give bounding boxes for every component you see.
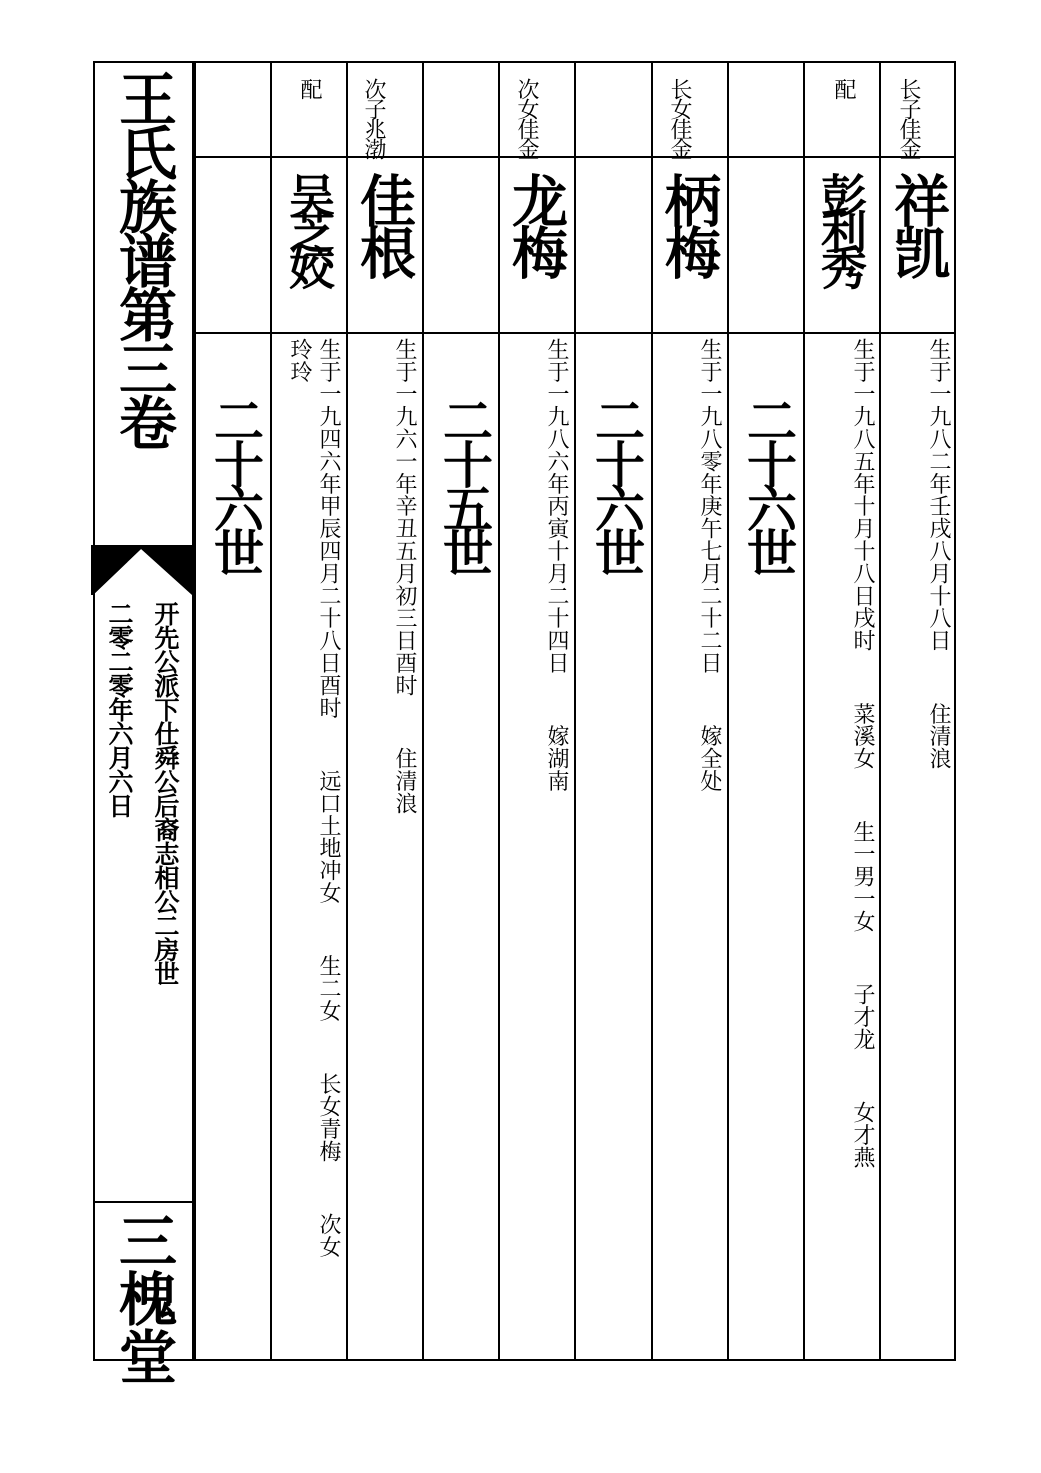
- side-title-block: [93, 61, 194, 1385]
- column-3: [727, 61, 804, 1361]
- column-7: [422, 61, 499, 1361]
- person-detail-continued: 玲玲: [287, 338, 312, 383]
- person-detail: 生于一九六一年辛丑五月初三日酉时 住清浪: [392, 338, 417, 815]
- name-rule: [194, 332, 956, 334]
- person-detail: 生于一九八五年十月十八日戌时 菜溪女 生一男一女 子才龙 女才燕: [850, 338, 875, 1169]
- column-10: [194, 61, 271, 1361]
- column-5: [574, 61, 652, 1361]
- relation-label: 长女佳金: [667, 78, 692, 158]
- fish-tail-mark: [91, 545, 192, 597]
- generation-label: 二十六世: [587, 395, 646, 571]
- person-detail: 生于一九四六年甲辰四月二十八日酉时 远口土地冲女 生二女 长女青梅 次女: [316, 338, 341, 1258]
- header-rule: [194, 156, 956, 158]
- hall-name: 三槐堂: [109, 1211, 177, 1385]
- compile-date: 二零二零年六月六日: [105, 601, 134, 817]
- relation-label: 配: [297, 78, 322, 98]
- person-detail: 生于一九八六年丙寅十月二十四日 嫁湖南: [544, 338, 569, 792]
- person-name: 佳根: [351, 172, 417, 276]
- relation-label: 次女佳金: [514, 78, 539, 158]
- person-detail: 生于一九八二年壬戌八月十八日 住清浪: [926, 338, 951, 770]
- relation-label: 次子兆渤: [361, 78, 386, 158]
- book-title: 王氏族谱第三卷: [109, 69, 177, 447]
- relation-label: 长子佳金: [896, 78, 921, 158]
- generation-label: 二十六世: [739, 395, 798, 571]
- person-name: 柄梅: [656, 172, 722, 276]
- generation-label: 二十五世: [435, 395, 494, 571]
- generation-label: 二十六世: [206, 395, 265, 571]
- person-name: 祥凯: [885, 172, 951, 276]
- person-name: 吴芝姣: [282, 172, 336, 280]
- hall-divider: [93, 1201, 192, 1203]
- lineage-text: 开先公派下仕舜公后裔志相公二房世: [151, 601, 180, 985]
- person-detail: 生于一九八零年庚午七月二十二日 嫁全处: [697, 338, 722, 792]
- person-name: 彭利秀: [814, 172, 868, 280]
- person-name: 龙梅: [503, 172, 569, 276]
- relation-label: 配: [831, 78, 856, 98]
